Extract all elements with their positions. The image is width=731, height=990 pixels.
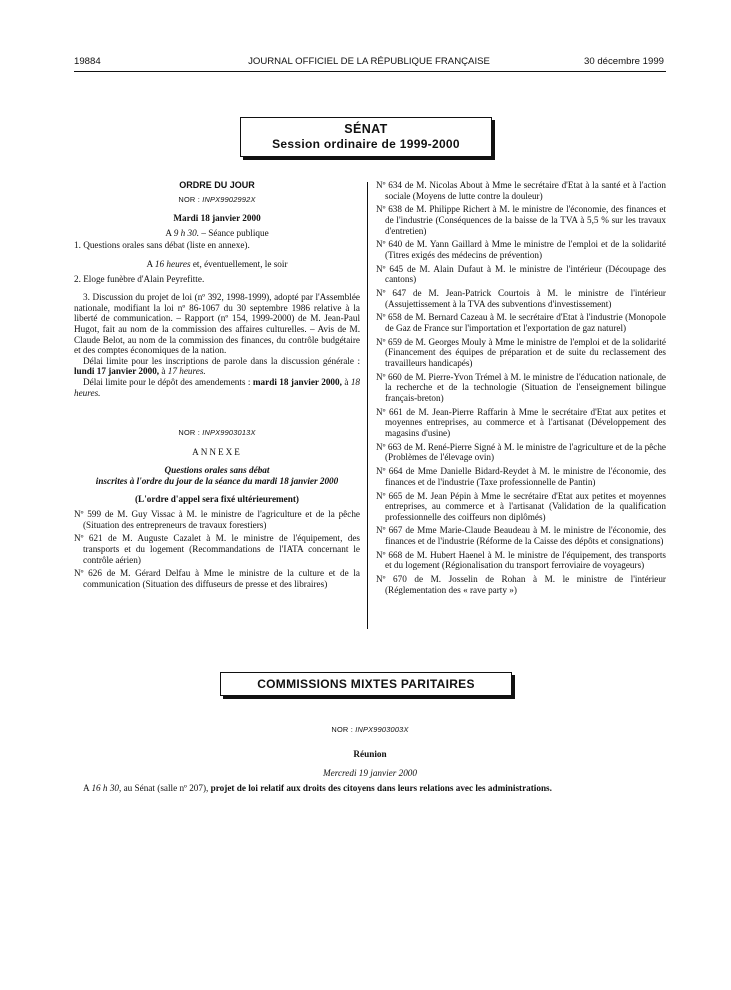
question-item: Nº 665 de M. Jean Pépin à Mme le secrétaire d'Etat aux petites et moyennes entreprises, au commerce et à l'artisanat (Validation de la qualification professionnelle des coiffeurs non diplômés) — [376, 490, 666, 522]
agenda-item-2: 2. Eloge funèbre d'Alain Peyrefitte. — [74, 273, 205, 284]
afternoon-session — [74, 259, 360, 270]
deadline-amendments-time: 18 heures. — [74, 376, 361, 398]
morning-time: 9 h 30. — [173, 227, 200, 238]
right-column — [376, 180, 666, 599]
nor2-label: NOR : — [178, 428, 200, 438]
annexe-note: (L'ordre d'appel sera fixé ultérieurement) — [135, 494, 299, 505]
deadline-amendments-text: Délai limite pour le dépôt des amendements : — [83, 376, 251, 387]
deadline-amendments — [74, 377, 360, 398]
cmp-line-place: au Sénat (salle nº 207), — [123, 783, 209, 793]
deadline-speakers-time: 17 heures. — [167, 366, 206, 377]
annexe-title-1: Questions orales sans débat — [164, 465, 270, 476]
nor-label: NOR : — [178, 194, 200, 204]
question-item: Nº 647 de M. Jean-Patrick Courtois à M. le ministre de l'intérieur (Assujettissement à la TVA des subventions d'investissement) — [376, 288, 666, 309]
cmp-section — [74, 724, 666, 794]
afternoon-time: 16 heures — [154, 258, 191, 269]
nor-line-annexe — [74, 428, 360, 439]
cmp-meeting-line — [74, 783, 666, 794]
agenda-item-1: 1. Questions orales sans débat (liste en annexe). — [74, 240, 250, 251]
deadline-amendments-date: mardi 18 janvier 2000, — [252, 376, 342, 387]
question-item: Nº 658 de M. Bernard Cazeau à M. le secrétaire d'Etat à l'industrie (Monopole de Gaz de France sur l'importation et l'exportation de gaz naturel) — [376, 312, 666, 334]
morning-session — [74, 228, 360, 239]
question-item: Nº 664 de Mme Danielle Bidard-Reydet à M. le ministre de l'économie, des finances et de l'industrie (Taxe professionnelle de Pantin) — [376, 466, 666, 487]
cmp-line-time: 16 h 30, — [91, 783, 122, 793]
cmp-title-box — [220, 672, 512, 696]
morning-prefix: A — [165, 227, 172, 238]
deadline-speakers — [74, 356, 360, 377]
publication-date: 30 décembre 1999 — [583, 56, 664, 67]
deadline-amendments-at: à — [344, 376, 349, 387]
cmp-line-prefix: A — [83, 783, 90, 793]
cmp-date: Mercredi 19 janvier 2000 — [323, 768, 417, 778]
morning-suffix: – Séance publique — [201, 227, 269, 238]
question-item: Nº 670 de M. Josselin de Rohan à M. le ministre de l'intérieur (Réglementation des « rave party ») — [376, 574, 666, 595]
question-item: Nº 667 de Mme Marie-Claude Beaudeau à M. le ministre de l'économie, des finances et de l'industrie (Réforme de la Caisse des dépôts et consignations) — [376, 525, 666, 547]
agenda-item-3: 3. Discussion du projet de loi (nº 392, 1998-1999), adopté par l'Assemblée nationale, modifiant la loi nº 86-1067 du 30 septembre 1986 relative à la liberté de communication. – Rapport (nº 154, 1999-2000) de M. Jean-Paul Hugot, fait au nom de la commission des affaires culturelles. – Avis de M. Claude Belot, au nom de la commission des finances, du contrôle budgétaire et des comptes économiques de la nation. — [74, 292, 360, 356]
question-item: Nº 621 de M. Auguste Cazalet à M. le ministre de l'équipement, des transports et du logement (Recommandations de l'IATA concernant le contrôle aérien) — [74, 533, 360, 565]
question-item: Nº 663 de M. René-Pierre Signé à M. le ministre de l'agriculture et de la pêche (Problèmes de l'élevage ovin) — [376, 441, 666, 463]
senat-session: Session ordinaire de 1999-2000 — [272, 137, 460, 151]
question-item: Nº 661 de M. Jean-Pierre Raffarin à Mme le secrétaire d'Etat aux petites et moyennes entreprises, au commerce et à l'artisanat (Développement des magasins d'usine) — [376, 406, 666, 438]
cmp-reunion: Réunion — [353, 749, 387, 759]
deadline-speakers-at: à — [161, 366, 166, 377]
nor-line — [74, 195, 360, 206]
ordre-du-jour-heading: ORDRE DU JOUR — [179, 180, 255, 190]
senat-title: SÉNAT — [344, 122, 388, 136]
question-item: Nº 660 de M. Pierre-Yvon Trémel à M. le ministre de l'éducation nationale, de la recherche et de la technologie (Situation de l'enseignement bilingue français-breton) — [376, 371, 666, 403]
session-date: Mardi 18 janvier 2000 — [173, 213, 261, 224]
deadline-speakers-date: lundi 17 janvier 2000, — [74, 366, 160, 377]
question-item: Nº 638 de M. Philippe Richert à M. le ministre de l'économie, des finances et de l'industrie (Conséquences de la baisse de la TVA à 5,5 % sur les travaux d'entretien) — [376, 204, 666, 236]
nor2-code: INPX9903013X — [202, 428, 256, 438]
deadline-speakers-text: Délai limite pour les inscriptions de parole dans la discussion générale : — [83, 355, 360, 366]
question-item: Nº 668 de M. Hubert Haenel à M. le ministre de l'équipement, des transports et du logement (Régionalisation du transport ferroviaire de voyageurs) — [376, 549, 666, 571]
page-number: 19884 — [74, 56, 101, 67]
cmp-nor-line — [74, 724, 666, 735]
senat-title-box — [240, 117, 492, 157]
afternoon-suffix: et, éventuellement, le soir — [192, 258, 288, 269]
question-item: Nº 659 de M. Georges Mouly à Mme le ministre de l'emploi et de la solidarité (Financement des équipes de préparation et de suite du reclassement des travailleurs handicapés) — [376, 336, 666, 369]
annexe-title-2: inscrites à l'ordre du jour de la séance du mardi 18 janvier 2000 — [95, 475, 339, 486]
cmp-nor-label: NOR : — [331, 725, 353, 734]
afternoon-prefix: A — [146, 258, 153, 269]
question-item: Nº 634 de M. Nicolas About à Mme le secrétaire d'Etat à la santé et à l'action sociale (Moyens de lutte contre la douleur) — [376, 180, 666, 201]
question-item: Nº 599 de M. Guy Vissac à M. le ministre de l'agriculture et de la pêche (Situation des entrepreneurs de travaux forestiers) — [74, 509, 360, 530]
page-header — [74, 56, 664, 72]
annexe-heading: ANNEXE — [192, 446, 242, 457]
header-rule — [74, 71, 666, 72]
question-item: Nº 640 de M. Yann Gaillard à Mme le ministre de l'emploi et de la solidarité (Titres exigés des médecins de prévention) — [376, 239, 666, 260]
nor-code: INPX9902992X — [202, 194, 256, 204]
left-column — [74, 180, 360, 593]
question-item: Nº 626 de M. Gérard Delfau à Mme le ministre de la culture et de la communication (Situation des diffuseurs de presse et des libraires) — [74, 568, 360, 589]
cmp-title: COMMISSIONS MIXTES PARITAIRES — [257, 677, 475, 691]
column-separator — [367, 182, 368, 629]
cmp-nor-code: INPX9903003X — [355, 725, 409, 734]
cmp-line-subject: projet de loi relatif aux droits des citoyens dans leurs relations avec les administrations. — [210, 783, 552, 793]
journal-title: JOURNAL OFFICIEL DE LA RÉPUBLIQUE FRANÇAISE — [248, 56, 490, 67]
question-item: Nº 645 de M. Alain Dufaut à M. le ministre de l'intérieur (Découpage des cantons) — [376, 263, 666, 285]
